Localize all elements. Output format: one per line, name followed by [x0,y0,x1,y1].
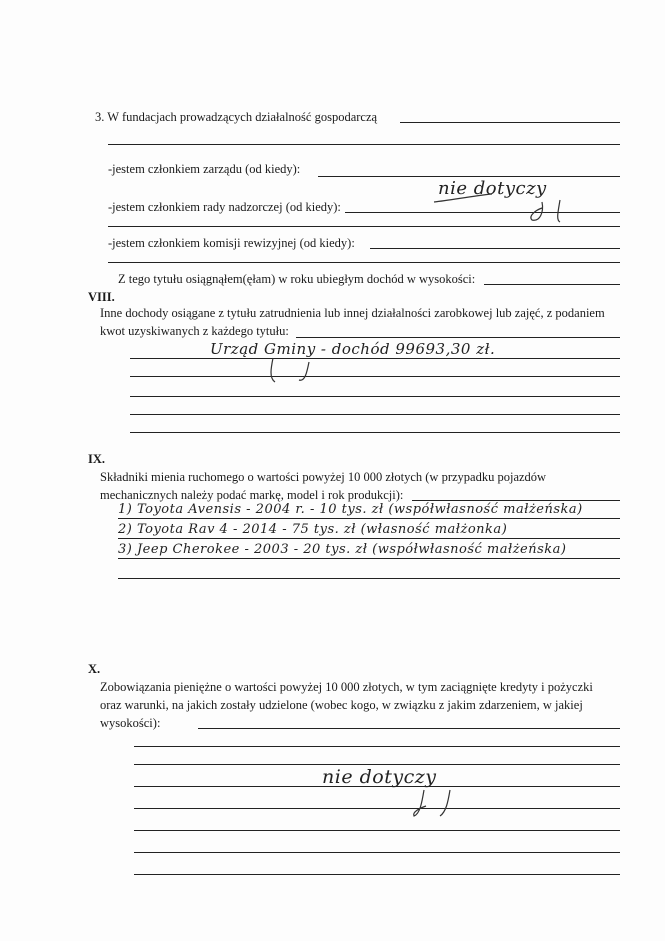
section-10-text-line-1: Zobowiązania pieniężne o wartości powyżej 10 000 złotych, w tym zaciągnięte kredyty i pożyczki [100,680,593,694]
board-member-label: -jestem członkiem zarządu (od kiedy): [108,162,301,176]
section-8-text-line-2: kwot uzyskiwanych z każdego tytułu: [100,324,289,338]
fill-line [296,337,620,338]
fill-line [198,728,620,729]
fill-line [134,808,620,809]
fill-line [130,376,620,377]
fill-line [134,852,620,853]
fill-line [118,538,620,539]
section-9-text-line-2: mechanicznych należy podać markę, model i rok produkcji): [100,488,404,502]
signature-stroke [410,786,470,820]
fill-line [484,284,620,285]
handwritten-note: nie dotyczy [438,178,547,199]
section-10-text-line-2: oraz warunki, na jakich zostały udzielone (wobec kogo, w związku z jakim zdarzeniem, w jakiej [100,698,583,712]
fill-line [130,358,620,359]
section-8-number: VIII. [88,290,115,304]
fill-line [134,746,620,747]
fill-line [412,500,620,501]
handwritten-income: Urząd Gminy - dochód 99693,30 zł. [210,340,496,358]
fill-line [108,262,620,263]
section-8-text-line-1: Inne dochody osiągane z tytułu zatrudnienia lub innej działalności zarobkowej lub zajęć, z podaniem [100,306,605,320]
movable-item-2: 2) Toyota Rav 4 - 2014 - 75 tys. zł (własność małżonka) [118,522,508,537]
fill-line [370,248,620,249]
fill-line [134,830,620,831]
fill-line [118,578,620,579]
movable-item-3: 3) Jeep Cherokee - 2003 - 20 tys. zł (współwłasność małżeńska) [118,542,567,557]
section-10-number: X. [88,662,101,676]
section-10-text-line-3: wysokości): [100,716,161,730]
section-3-heading: 3. W fundacjach prowadzących działalność gospodarczą [95,110,378,124]
section-9-text-line-1: Składniki mienia ruchomego o wartości powyżej 10 000 złotych (w przypadku pojazdów [100,470,547,484]
fill-line [134,764,620,765]
handwritten-note: nie dotyczy [322,766,437,788]
fill-line [108,226,620,227]
movable-item-1: 1) Toyota Avensis - 2004 r. - 10 tys. zł (współwłasność małżeńska) [118,502,583,517]
fill-line [130,414,620,415]
income-label: Z tego tytułu osiągnąłem(ęłam) w roku ubiegłym dochód w wysokości: [118,272,476,286]
fill-line [400,122,620,123]
fill-line [134,874,620,875]
fill-line [118,518,620,519]
audit-committee-label: -jestem członkiem komisji rewizyjnej (od kiedy): [108,236,355,250]
section-9-number: IX. [88,452,106,466]
fill-line [130,432,620,433]
signature-stroke [432,172,582,224]
fill-line [118,558,620,559]
fill-line [130,396,620,397]
fill-line [108,144,620,145]
supervisory-board-label: -jestem członkiem rady nadzorczej (od kiedy): [108,200,341,214]
signature-stroke [265,356,325,386]
